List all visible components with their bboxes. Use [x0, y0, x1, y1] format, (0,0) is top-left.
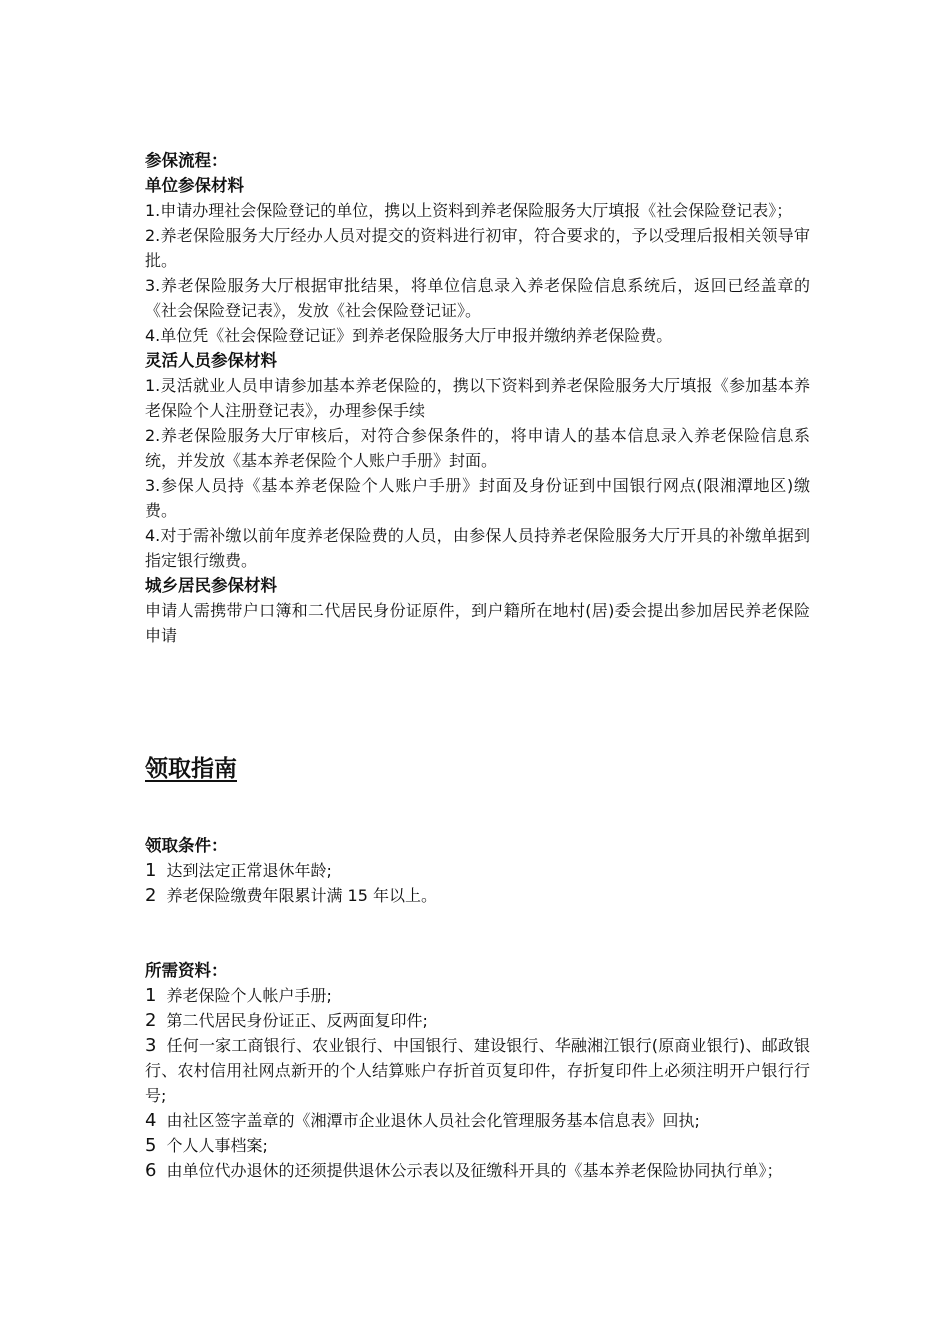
claim-guide-title: 领取指南: [145, 756, 237, 782]
unit-step-4: 4.单位凭《社会保险登记证》到养老保险服务大厅申报并缴纳养老保险费。: [145, 326, 673, 345]
condition-item: 1 达到法定正常退休年龄;: [145, 860, 332, 881]
flexible-step-4: 4.对于需补缴以前年度养老保险费的人员，由参保人员持养老保险服务大厅开具的补缴单据到指定银行缴费。: [145, 526, 810, 570]
enrollment-section: [145, 148, 810, 648]
material-item: 3 任何一家工商银行、农业银行、中国银行、建设银行、华融湘江银行(原商业银行)、邮政银行、农村信用社网点新开的个人结算账户存折首页复印件，存折复印件上必须注明开户银行行号;: [145, 1035, 810, 1105]
material-item: 4 由社区签字盖章的《湘潭市企业退休人员社会化管理服务基本信息表》回执;: [145, 1110, 700, 1131]
claim-materials: [145, 958, 810, 1183]
material-item: 5 个人人事档案;: [145, 1135, 268, 1156]
flexible-heading: 灵活人员参保材料: [145, 351, 277, 370]
claim-conditions: [145, 833, 810, 908]
unit-heading: 单位参保材料: [145, 176, 244, 195]
unit-step-3: 3.养老保险服务大厅根据审批结果，将单位信息录入养老保险信息系统后，返回已经盖章的《社会保险登记表》，发放《社会保险登记证》。: [145, 276, 810, 320]
material-item: 1 养老保险个人帐户手册;: [145, 985, 332, 1006]
material-item: 2 第二代居民身份证正、反两面复印件;: [145, 1010, 428, 1031]
material-item: 6 由单位代办退休的还须提供退休公示表以及征缴科开具的《基本养老保险协同执行单》；: [145, 1160, 783, 1181]
materials-heading: 所需资料：: [145, 961, 228, 980]
unit-step-2: 2.养老保险服务大厅经办人员对提交的资料进行初审，符合要求的，予以受理后报相关领导审批。: [145, 226, 810, 270]
flexible-step-1: 1.灵活就业人员申请参加基本养老保险的，携以下资料到养老保险服务大厅填报《参加基本养老保险个人注册登记表》，办理参保手续: [145, 376, 810, 420]
unit-step-1: 1.申请办理社会保险登记的单位，携以上资料到养老保险服务大厅填报《社会保险登记表》；: [145, 201, 793, 220]
condition-item: 2 养老保险缴费年限累计满 15 年以上。: [145, 885, 437, 906]
process-heading: 参保流程：: [145, 151, 228, 170]
conditions-heading: 领取条件：: [145, 836, 228, 855]
resident-heading: 城乡居民参保材料: [145, 576, 277, 595]
flexible-step-3: 3.参保人员持《基本养老保险个人账户手册》封面及身份证到中国银行网点(限湘潭地区)缴费。: [145, 476, 810, 520]
flexible-step-2: 2.养老保险服务大厅审核后，对符合参保条件的，将申请人的基本信息录入养老保险信息系统，并发放《基本养老保险个人账户手册》封面。: [145, 426, 810, 470]
resident-text: 申请人需携带户口簿和二代居民身份证原件，到户籍所在地村(居)委会提出参加居民养老保险申请: [145, 601, 810, 645]
